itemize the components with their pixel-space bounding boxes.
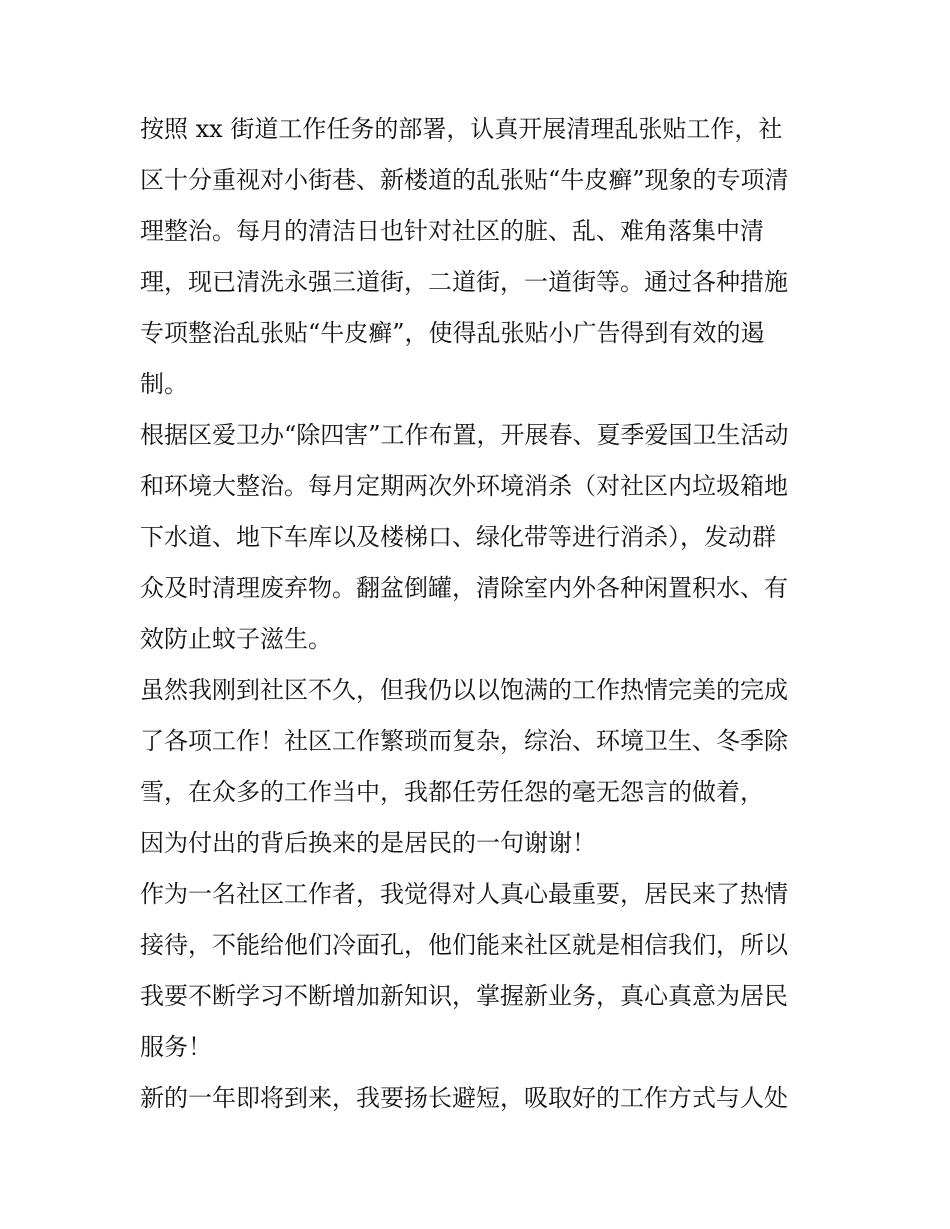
paragraph-line: 理整治。每月的清洁日也针对社区的脏、乱、难角落集中清 xyxy=(140,217,764,245)
paragraph-line: 雪，在众多的工作当中，我都任劳任怨的毫无怨言的做着， xyxy=(140,778,764,806)
paragraph-line: 专项整治乱张贴“牛皮癣”，使得乱张贴小广告得到有效的遏 xyxy=(140,319,765,347)
paragraph-line: 下水道、地下车库以及楼梯口、绿化带等进行消杀），发动群 xyxy=(140,523,776,551)
paragraph-4 xyxy=(140,869,820,1073)
paragraph-line: 接待，不能给他们冷面孔，他们能来社区就是相信我们，所以 xyxy=(140,931,788,959)
paragraph-line: 效防止蚊子滋生。 xyxy=(140,625,332,653)
paragraph-line: 按照 xx 街道工作任务的部署，认真开展清理乱张贴工作，社 xyxy=(140,115,783,143)
paragraph-line: 理，现已清洗永强三道街，二道街，一道街等。通过各种措施 xyxy=(140,268,788,296)
paragraph-line: 区十分重视对小街巷、新楼道的乱张贴“牛皮癣”现象的专项清 xyxy=(140,166,789,194)
paragraph-line: 根据区爱卫办“除四害”工作布置，开展春、夏季爱国卫生活动 xyxy=(140,421,789,449)
paragraph-line: 制。 xyxy=(140,370,188,398)
paragraph-line: 众及时清理废弃物。翻盆倒罐，清除室内外各种闲置积水、有 xyxy=(140,574,788,602)
paragraph-line: 了各项工作！社区工作繁琐而复杂，综治、环境卫生、冬季除 xyxy=(140,727,788,755)
paragraph-line: 和环境大整治。每月定期两次外环境消杀（对社区内垃圾箱地 xyxy=(140,472,788,500)
paragraph-line: 作为一名社区工作者，我觉得对人真心最重要，居民来了热情 xyxy=(140,880,788,908)
paragraph-2 xyxy=(140,410,820,665)
paragraph-line: 虽然我刚到社区不久，但我仍以以饱满的工作热情完美的完成 xyxy=(140,676,788,704)
paragraph-line: 新的一年即将到来，我要扬长避短，吸取好的工作方式与人处 xyxy=(140,1084,788,1112)
paragraph-1 xyxy=(140,104,820,410)
paragraph-line: 服务！ xyxy=(140,1033,212,1061)
paragraph-line: 因为付出的背后换来的是居民的一句谢谢！ xyxy=(140,829,596,857)
paragraph-line: 我要不断学习不断增加新知识，掌握新业务，真心真意为居民 xyxy=(140,982,788,1010)
document-body xyxy=(140,104,820,1124)
paragraph-5 xyxy=(140,1073,820,1124)
paragraph-3 xyxy=(140,665,820,869)
